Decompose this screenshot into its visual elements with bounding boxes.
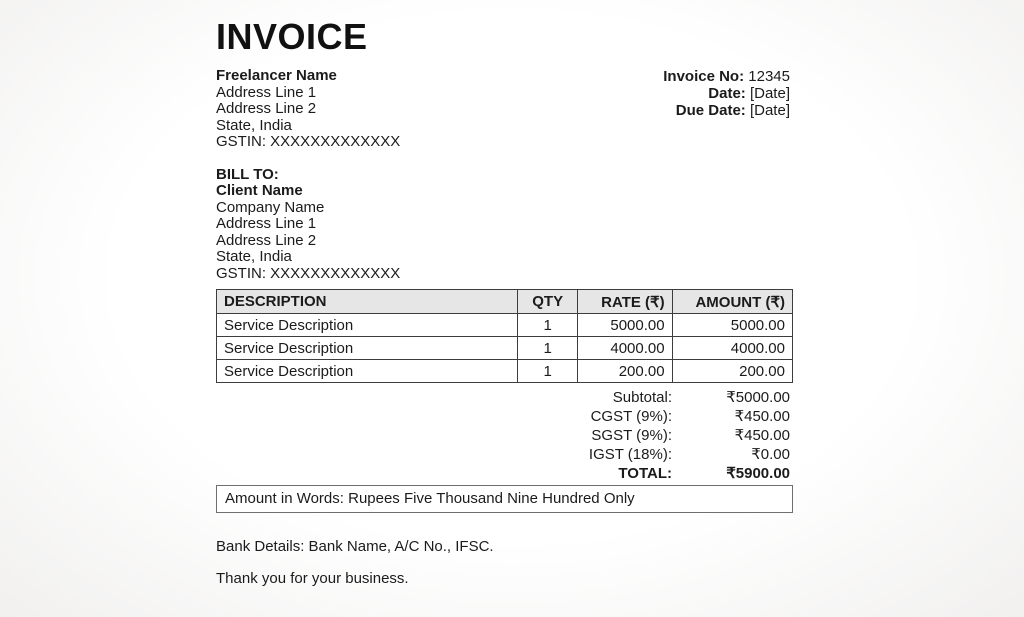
from-name: Freelancer Name [216,67,337,84]
sgst-row [216,426,793,445]
totals-block [216,388,793,483]
from-address-line: Address Line 2 [216,100,317,117]
item-qty: 1 [518,337,578,360]
grand-total-label: TOTAL: [618,465,672,482]
igst-value: ₹0.00 [751,446,790,463]
column-header-qty: QTY [518,290,578,314]
invoice-header [216,68,796,151]
item-qty: 1 [518,360,578,383]
invoice-title: INVOICE [216,16,368,57]
cgst-row [216,407,793,426]
client-address-line: Address Line 2 [216,231,317,249]
invoice-number-value: 12345 [748,68,790,85]
from-address-line: Address Line 1 [216,83,317,101]
line-items-table [216,289,793,383]
igst-row [216,445,793,464]
invoice-date-value: [Date] [749,85,790,102]
client-address-line: Address Line 1 [216,215,317,232]
from-block [216,68,400,151]
invoice-page [216,0,796,587]
invoice-due-date-row [663,102,790,119]
invoice-due-date-value: [Date] [749,102,790,119]
item-amount: 5000.00 [672,314,792,337]
invoice-meta-block [663,68,796,151]
table-row [217,314,793,337]
invoice-number-row [663,68,790,85]
table-row [217,360,793,383]
invoice-due-date-label: Due Date: [675,102,746,119]
invoice-date-label: Date: [708,85,746,102]
amount-in-words-box: Amount in Words: Rupees Five Thousand Nine Hundred Only [216,485,793,513]
igst-label: IGST (18%): [588,446,672,463]
client-state-line: State, India [216,248,292,265]
bank-details: Bank Details: Bank Name, A/C No., IFSC. [216,538,494,555]
client-gstin-line: GSTIN: XXXXXXXXXXXXX [216,264,401,282]
item-amount: 4000.00 [672,337,792,360]
item-rate: 200.00 [578,360,672,383]
item-rate: 4000.00 [578,337,672,360]
invoice-date-row [663,85,790,102]
bill-to-heading: BILL TO: [216,165,279,183]
client-name: Client Name [216,182,303,199]
item-description: Service Description [217,314,518,337]
column-header-amount: AMOUNT (₹) [672,290,792,314]
column-header-rate: RATE (₹) [578,290,672,314]
invoice-number-label: Invoice No: [663,68,745,85]
sgst-label: SGST (9%): [591,427,672,444]
from-gstin-line: GSTIN: XXXXXXXXXXXXX [216,133,401,150]
item-rate: 5000.00 [578,314,672,337]
client-company: Company Name [216,198,325,216]
from-state-line: State, India [216,116,292,134]
item-description: Service Description [217,360,518,383]
column-header-description: DESCRIPTION [217,290,518,314]
subtotal-row [216,388,793,407]
item-amount: 200.00 [672,360,792,383]
thank-you-note: Thank you for your business. [216,570,409,587]
cgst-value: ₹450.00 [734,408,790,425]
item-description: Service Description [217,337,518,360]
table-row [217,337,793,360]
grand-total-value: ₹5900.00 [726,465,790,482]
bill-to-block [216,167,796,283]
subtotal-value: ₹5000.00 [726,389,790,406]
sgst-value: ₹450.00 [734,427,790,444]
item-qty: 1 [518,314,578,337]
grand-total-row [216,464,793,483]
cgst-label: CGST (9%): [590,408,672,425]
table-header-row [217,290,793,314]
subtotal-label: Subtotal: [612,389,672,406]
